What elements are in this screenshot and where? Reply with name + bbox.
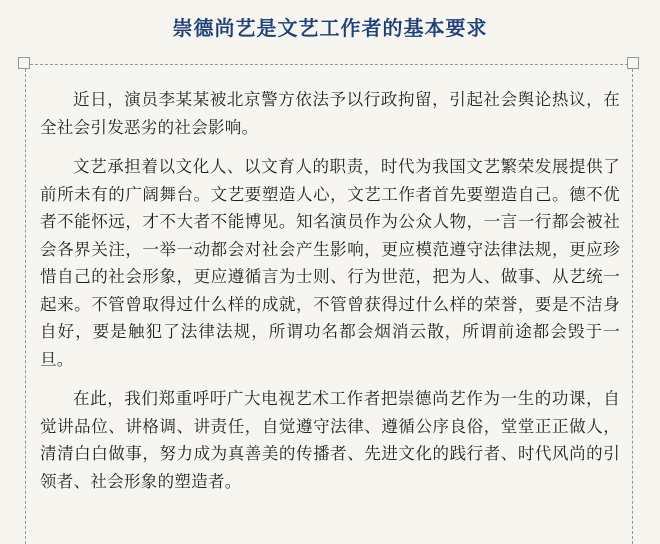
- paragraph-1: 近日，演员李某某被北京警方依法予以行政拘留，引起社会舆论热议，在全社会引发恶劣的社会影响。: [40, 90, 620, 137]
- article-title: 崇德尚艺是文艺工作者的基本要求: [172, 16, 488, 40]
- frame-corner-top-right: [627, 57, 639, 69]
- article-body: [40, 86, 620, 507]
- frame-corner-top-left: [18, 57, 30, 69]
- paragraph-3: 在此，我们郑重呼吁广大电视艺术工作者把崇德尚艺作为一生的功课，自觉讲品位、讲格调、讲责任，自觉遵守法律、遵循公序良俗，堂堂正正做人，清清白白做事，努力成为真善美的传播者、先进文化的践行者、时代风尚的引领者、社会形象的塑造者。: [40, 389, 620, 491]
- paragraph-2: 文艺承担着以文化人、以文育人的职责，时代为我国文艺繁荣发展提供了前所未有的广阔舞台。文艺要塑造人心，文艺工作者首先要塑造自己。德不优者不能怀远，才不大者不能博见。知名演员作为公众人物，一言一行都会被社会各界关注，一举一动都会对社会产生影响，更应模范遵守法律法规，更应珍惜自己的社会形象，更应遵循言为士则、行为世范，把为人、做事、从艺统一起来。不管曾取得过什么样的成就，不管曾获得过什么样的荣誉，要是不洁身自好，要是触犯了法律法规，所谓功名都会烟消云散，所谓前途都会毁于一旦。: [40, 157, 620, 369]
